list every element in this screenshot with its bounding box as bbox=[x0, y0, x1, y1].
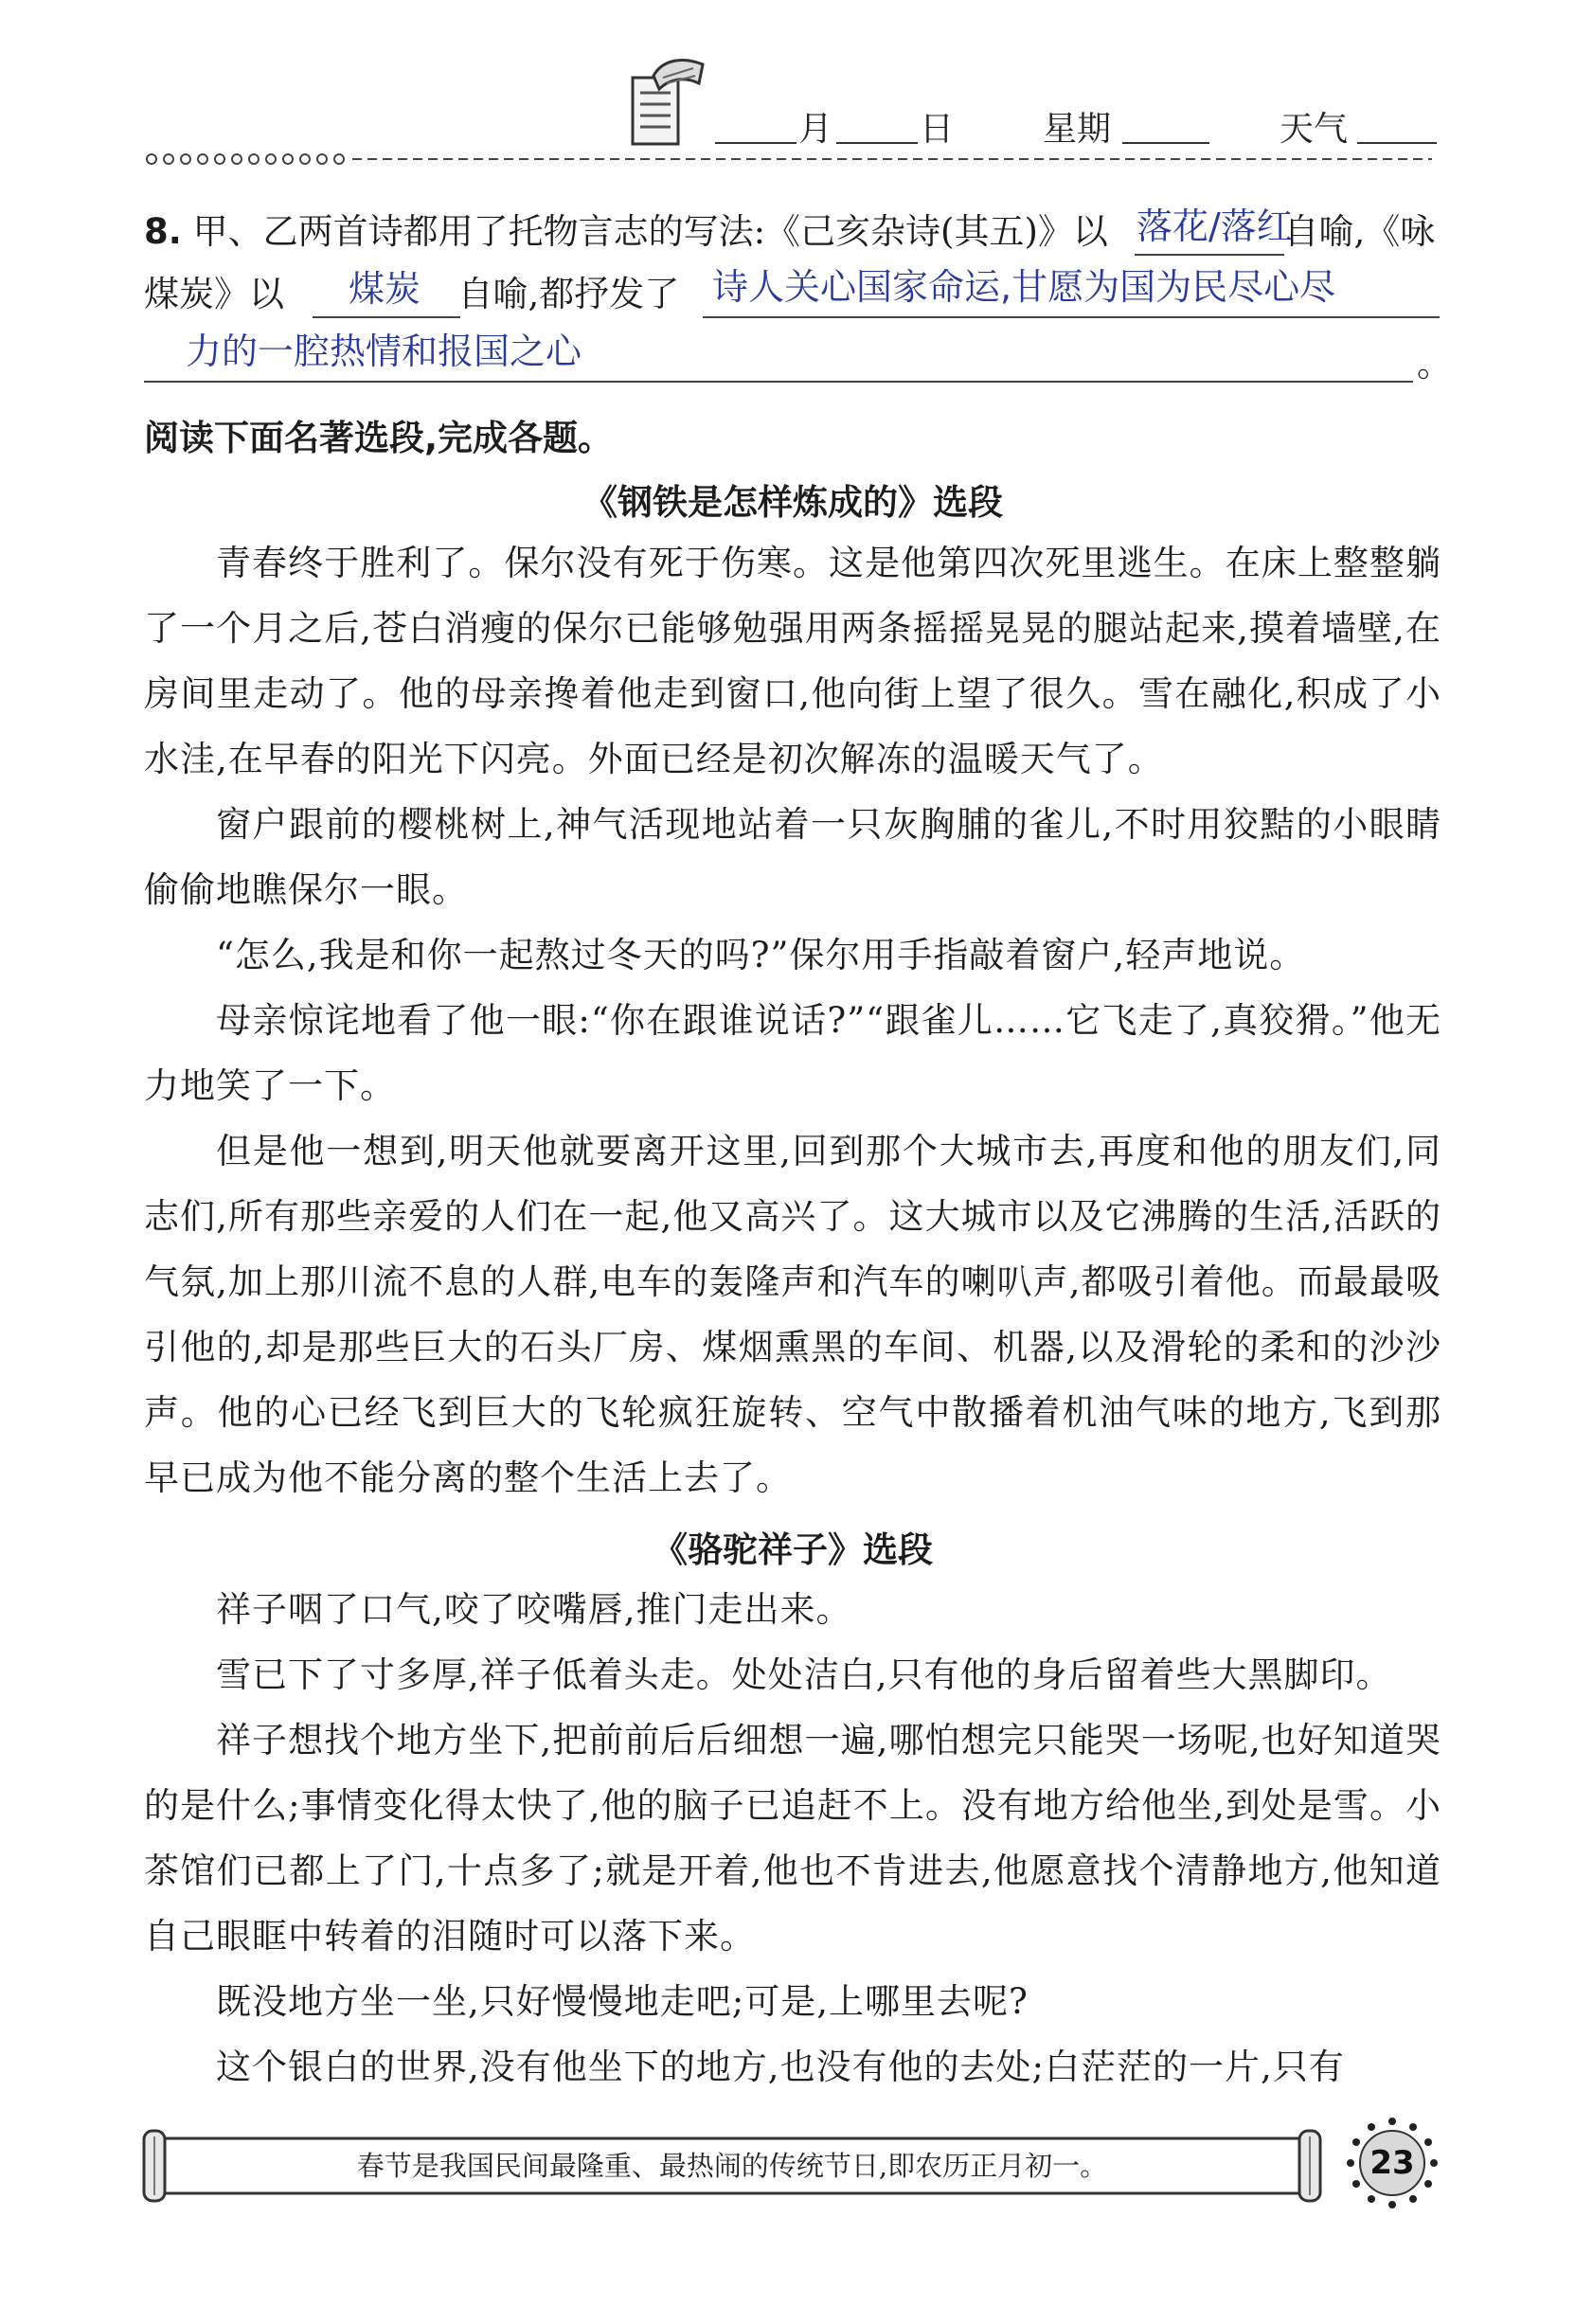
weekday-blank[interactable] bbox=[1122, 142, 1209, 144]
camel-paragraph-2: 雪已下了寸多厚,祥子低着头走。处处洁白,只有他的身后留着些大黑脚印。 bbox=[216, 1654, 1392, 1695]
weather-label: 天气 bbox=[1280, 110, 1349, 149]
month-blank[interactable] bbox=[715, 142, 796, 144]
camel-paragraph-1: 祥子咽了口气,咬了咬嘴唇,推门走出来。 bbox=[216, 1589, 852, 1630]
answer-text-2: 煤炭 bbox=[349, 268, 421, 310]
answer-text-3-line-1: 诗人关心国家命运,甘愿为国为民尽心尽 bbox=[712, 266, 1336, 308]
section-instruction: 阅读下面名著选段,完成各题。 bbox=[144, 418, 614, 458]
steel-paragraph-3: “怎么,我是和你一起熬过冬天的吗?”保尔用手指敲着窗户,轻声地说。 bbox=[216, 935, 1306, 975]
steel-paragraph-5: 但是他一想到,明天他就要离开这里,回到那个大城市去,再度和他的朋友们,同志们,所有那些亲爱的人们在一起,他又高兴了。这大城市以及它沸腾的生活,活跃的气氛,加上那川流不息的人群,电车的轰隆声和汽车的喇叭声,都吸引着他。而最最吸引他的,却是那些巨大的石头厂房、煤烟熏黑的车间、机器,以及滑轮的柔和的沙沙声。他的心已经飞到巨大的飞轮疯狂旋转、空气中散播着机油气味的地方,飞到那早已成为他不能分离的整个生活上去了。 bbox=[144, 1131, 1441, 1498]
day-label: 日 bbox=[920, 110, 955, 149]
page-number: 23 bbox=[1369, 2144, 1415, 2182]
q8-period: 。 bbox=[1417, 344, 1452, 384]
q8-stem-part-3: 煤炭》以 bbox=[144, 274, 284, 314]
answer-text-1: 落花/落红 bbox=[1137, 206, 1293, 247]
book-icon bbox=[625, 55, 708, 150]
excerpt-title-camel: 《骆驼祥子》选段 bbox=[653, 1529, 933, 1570]
steel-paragraph-2: 窗户跟前的樱桃树上,神气活现地站着一只灰胸脯的雀儿,不时用狡黠的小眼睛偷偷地瞧保尔一眼。 bbox=[144, 804, 1441, 910]
q8-stem-part-2: 自喻,《咏 bbox=[1283, 211, 1436, 252]
weather-blank[interactable] bbox=[1357, 142, 1437, 144]
weekday-label: 星期 bbox=[1043, 110, 1112, 149]
answer-text-3-line-2: 力的一腔热情和报国之心 bbox=[186, 331, 582, 372]
q8-stem-part-1: 甲、乙两首诗都用了托物言志的写法:《己亥杂诗(其五)》以 bbox=[192, 211, 1108, 252]
header-divider bbox=[144, 152, 1432, 167]
month-label: 月 bbox=[798, 110, 833, 149]
excerpt-title-steel: 《钢铁是怎样炼成的》选段 bbox=[582, 482, 1003, 523]
camel-paragraph-4: 既没地方坐一坐,只好慢慢地走吧;可是,上哪里去呢? bbox=[216, 1981, 1029, 2022]
question-number: 8. bbox=[144, 211, 182, 252]
steel-paragraph-4: 母亲惊诧地看了他一眼:“你在跟谁说话?”“跟雀儿……它飞走了,真狡猾。”他无力地笑了一下。 bbox=[144, 1000, 1441, 1106]
camel-paragraph-5: 这个银白的世界,没有他坐下的地方,也没有他的去处;白茫茫的一片,只有 bbox=[216, 2047, 1345, 2087]
q8-stem-part-4: 自喻,都抒发了 bbox=[457, 274, 680, 314]
camel-paragraph-3: 祥子想找个地方坐下,把前前后后细想一遍,哪怕想完只能哭一场呢,也好知道哭的是什么;事情变化得太快了,他的脑子已追赶不上。没有地方给他坐,到处是雪。小茶馆们已都上了门,十点多了;就是开着,他也不肯进去,他愿意找个清静地方,他知道自己眼眶中转着的泪随时可以落下来。 bbox=[144, 1720, 1441, 1957]
day-blank[interactable] bbox=[836, 142, 918, 144]
footer-tip: 春节是我国民间最隆重、最热闹的传统节日,即农历正月初一。 bbox=[356, 2150, 1108, 2182]
steel-paragraph-1: 青春终于胜利了。保尔没有死于伤寒。这是他第四次死里逃生。在床上整整躺了一个月之后,苍白消瘦的保尔已能够勉强用两条摇摇晃晃的腿站起来,摸着墙壁,在房间里走动了。他的母亲搀着他走到窗口,他向街上望了很久。雪在融化,积成了小水洼,在早春的阳光下闪亮。外面已经是初次解冻的温暖天气了。 bbox=[144, 543, 1441, 779]
